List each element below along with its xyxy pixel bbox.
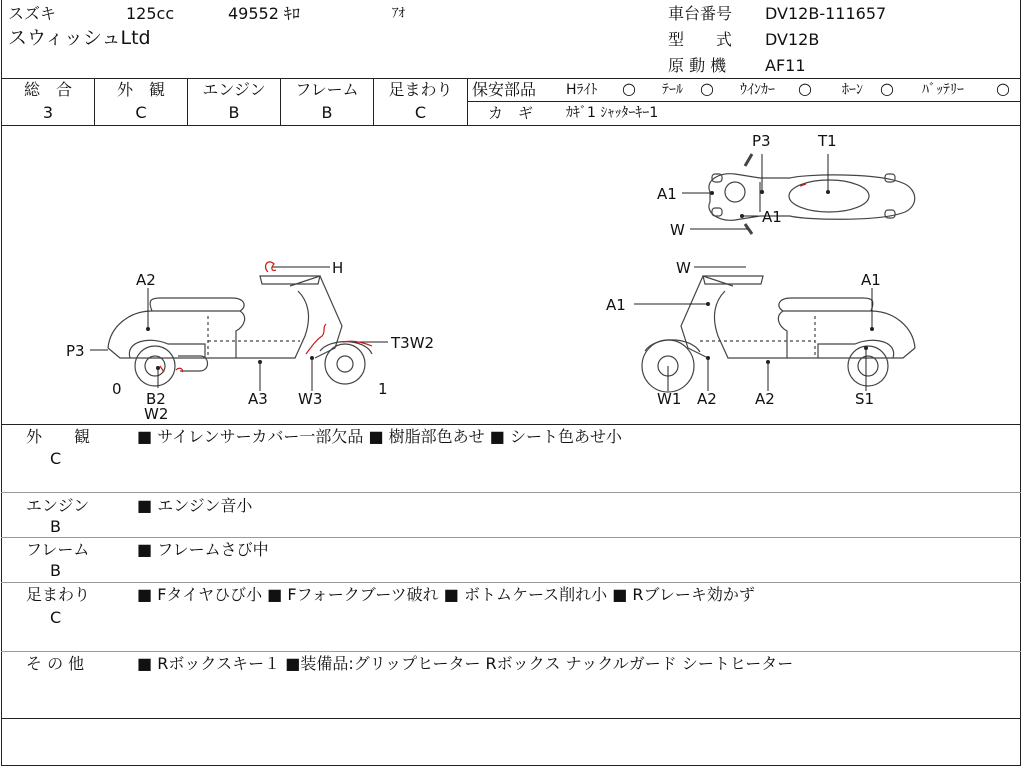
grade-frame-value: B (321, 103, 333, 122)
type-label: 型 式 (668, 30, 733, 49)
safety-headlight-label: Hﾗｲﾄ (566, 82, 598, 98)
divider (467, 101, 1021, 102)
type-value: DV12B (765, 30, 820, 49)
divider (1, 718, 1021, 719)
label-left-h: H (332, 259, 344, 277)
mileage: 49552 ｷﾛ (228, 4, 300, 23)
label-left-0: 0 (112, 380, 122, 398)
scooter-right-view (642, 276, 915, 392)
note-grade: B (50, 561, 61, 580)
grade-engine-value: B (228, 103, 240, 122)
label-left-1: 1 (378, 380, 388, 398)
divider (1, 78, 1021, 79)
label-left-w2: W2 (144, 405, 169, 423)
label-left-w3: W3 (298, 390, 323, 408)
note-body: ■ エンジン音小 (137, 496, 253, 515)
note-head: 足まわり (26, 585, 91, 604)
note-body: ■ Rボックスキー１ ■装備品:グリップヒーター Rボックス ナックルガード シートヒーター (137, 654, 794, 673)
divider (1, 651, 1021, 652)
label-top-w: W (670, 221, 685, 239)
note-head: エンジン (26, 496, 90, 515)
frame-no-value: DV12B-111657 (765, 4, 887, 23)
grade-frame-label: フレーム (295, 80, 359, 99)
key-value: ｶｷﾞ1 ｼｬｯﾀｰｷｰ1 (566, 105, 659, 121)
label-right-w1: W1 (657, 390, 682, 408)
maker: スズキ (8, 4, 57, 23)
label-right-a2-front: A2 (697, 390, 717, 408)
color: ｱｵ (392, 6, 405, 21)
note-body: ■ Fタイヤひび小 ■ Fフォークブーツ破れ ■ ボトムケース削れ小 ■ Rブレーキ効かず (137, 585, 755, 604)
safety-battery-mark: ○ (996, 79, 1010, 98)
divider (1, 537, 1021, 538)
safety-parts-label: 保安部品 (472, 80, 537, 99)
label-top-a1-right: A1 (762, 208, 782, 226)
scooter-top-view (709, 154, 915, 234)
label-left-b2: B2 (146, 390, 166, 408)
divider (1, 424, 1021, 425)
note-grade: B (50, 517, 61, 536)
grade-overall-label: 総 合 (23, 80, 72, 99)
safety-winker-label: ｳｲﾝｶｰ (740, 82, 775, 98)
label-left-t3w2: T3W2 (391, 334, 435, 352)
safety-tail-label: ﾃｰﾙ (662, 82, 683, 98)
label-left-p3: P3 (66, 342, 85, 360)
note-body: ■ サイレンサーカバー一部欠品 ■ 樹脂部色あせ ■ シート色あせ小 (137, 427, 622, 446)
grade-overall-value: 3 (42, 103, 54, 122)
note-body: ■ フレームさび中 (137, 540, 269, 559)
displacement: 125cc (126, 4, 175, 23)
safety-battery-label: ﾊﾞｯﾃﾘｰ (922, 82, 964, 98)
engine-label: 原 動 機 (668, 56, 727, 75)
note-grade: C (50, 449, 62, 468)
label-right-w: W (676, 259, 691, 277)
label-top-p3: P3 (752, 132, 771, 150)
engine-value: AF11 (765, 56, 806, 75)
note-head: フレーム (26, 540, 90, 559)
safety-horn-label: ﾎｰﾝ (842, 82, 863, 98)
grade-exterior-label: 外 観 (116, 80, 165, 99)
grade-engine-label: エンジン (202, 80, 266, 99)
note-head: そ の 他 (26, 654, 85, 673)
key-label: カ ギ (488, 104, 534, 122)
safety-horn-mark: ○ (880, 79, 894, 98)
note-head: 外 観 (26, 427, 91, 446)
grade-suspension-value: C (414, 103, 427, 122)
label-right-s1: S1 (855, 390, 875, 408)
damage-diagram (0, 126, 1024, 424)
label-top-a1-left: A1 (657, 185, 677, 203)
grade-exterior-value: C (135, 103, 147, 122)
model-name: スウィッシュLtd (8, 27, 151, 49)
label-right-a1-right: A1 (861, 271, 881, 289)
label-left-a3: A3 (248, 390, 268, 408)
frame-no-label: 車台番号 (668, 4, 733, 23)
safety-winker-mark: ○ (798, 79, 812, 98)
grade-suspension-label: 足まわり (388, 80, 453, 99)
label-top-t1: T1 (818, 132, 837, 150)
label-left-a2: A2 (136, 271, 156, 289)
divider (1, 582, 1021, 583)
divider (1, 492, 1021, 493)
label-right-a1-left: A1 (606, 296, 626, 314)
safety-headlight-mark: ○ (622, 79, 636, 98)
note-grade: C (50, 608, 62, 627)
safety-tail-mark: ○ (700, 79, 714, 98)
label-right-a2-mid: A2 (755, 390, 775, 408)
